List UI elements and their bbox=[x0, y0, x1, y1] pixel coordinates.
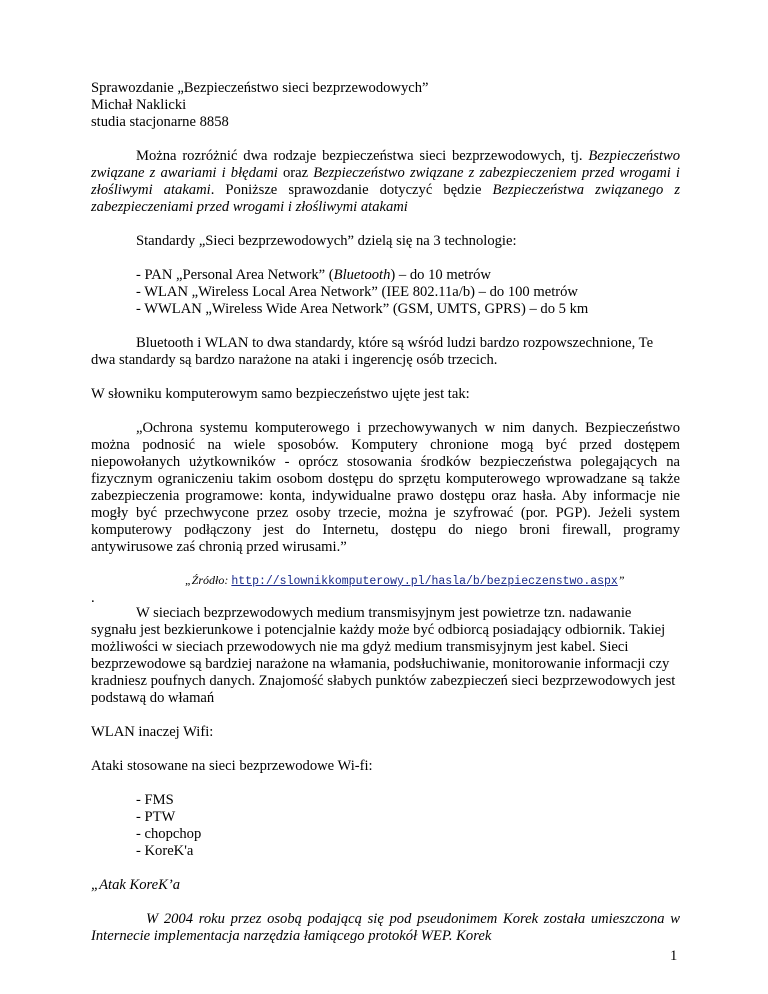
korek-heading: „Atak KoreK’a bbox=[91, 877, 181, 893]
attack-item: - PTW bbox=[136, 809, 176, 825]
wlan-line: WLAN inaczej Wifi: bbox=[91, 724, 214, 740]
author-name: Michał Naklicki bbox=[91, 97, 187, 113]
intro-italic-3: Bezpieczeństwa związanego z zabezpieczeniami przed wrogami i złośliwymi atakami bbox=[91, 182, 680, 215]
source-link[interactable]: http://slownikkomputerowy.pl/hasla/b/bezpieczenstwo.aspx bbox=[231, 575, 618, 588]
intro-paragraph bbox=[91, 148, 680, 216]
intro-italic-2: Bezpieczeństwo związane z zabezpieczeniem przed wrogami i złośliwymi atakami bbox=[91, 165, 680, 198]
attacks-heading: Ataki stosowane na sieci bezprzewodowe Wi-fi: bbox=[91, 758, 373, 774]
intro-text-1: Można rozróżnić dwa rodzaje bezpieczeństwa sieci bezprzewodowych, tj. bbox=[136, 148, 589, 164]
standards-heading: Standardy „Sieci bezprzewodowych” dzielą się na 3 technologie: bbox=[136, 233, 517, 249]
bluetooth-paragraph: Bluetooth i WLAN to dwa standardy, które są wśród ludzi bardzo rozpowszechnione, Te dwa standardy są bardzo narażone na ataki i ingerencję osób trzecich. bbox=[91, 335, 654, 368]
standards-list bbox=[91, 267, 680, 318]
attack-item: - chopchop bbox=[136, 826, 202, 842]
standard-wwlan: - WWLAN „Wireless Wide Area Network” (GSM, UMTS, GPRS) – do 5 km bbox=[136, 301, 589, 317]
source-label: „Źródło: bbox=[185, 573, 232, 587]
standard-pan bbox=[136, 267, 680, 284]
dictionary-intro: W słowniku komputerowym samo bezpieczeństwo ujęte jest tak: bbox=[91, 386, 470, 402]
attack-item: - KoreK'a bbox=[136, 843, 194, 859]
intro-text-3: . Poniższe sprawozdanie dotyczyć będzie bbox=[210, 182, 493, 198]
pan-italic: Bluetooth bbox=[333, 267, 391, 283]
document-page bbox=[91, 80, 680, 945]
attacks-list bbox=[91, 792, 680, 860]
source-end: ” bbox=[617, 573, 625, 587]
korek-paragraph: W 2004 roku przez osobą podającą się pod pseudonimem Korek została umieszczona w Internecie implementacja narzędzia łamiącego protokół WEP. Korek bbox=[91, 911, 680, 944]
page-number: 1 bbox=[670, 948, 678, 964]
attack-item: - FMS bbox=[136, 792, 174, 808]
dictionary-quote: „Ochrona systemu komputerowego i przechowywanych w nim danych. Bezpieczeństwo można podnosić na wiele sposobów. Komputery chronione mogą być przed dostępem niepowołanych użytkowników - oprócz stosowania środków bezpieczeństwa polegających na fizycznym ograniczeniu takim osobom dostępu do sprzętu komputerowego wprowadzane są także zabezpieczenia programowe: konta, indywidualne prawo dostępu oraz hasła. Aby informacje nie mogły być przechwycone przez osoby trzecie, można je szyfrować (por. PGP). Jeżeli system komputerowy podłączony jest do Internetu, dostępu do niego broni firewall, programy antywirusowe zaś chronią przed wirusami.” bbox=[91, 420, 680, 555]
stray-dot: . bbox=[91, 590, 95, 606]
wireless-paragraph: W sieciach bezprzewodowych medium transmisyjnym jest powietrze tzn. nadawanie sygnału jest bezkierunkowe i potencjalnie każdy może być odbiorcą posiadający odbiornik. Takiej możliwości w sieciach przewodowych nie ma gdyż medium transmisyjnym jest kabel. Sieci bezprzewodowe są bardziej narażone na włamania, podsłuchiwanie, monitorowanie informacji czy kradniesz poufnych danych. Znajomość słabych punktów zabezpieczeń sieci bezprzewodowych jest podstawą do włamań bbox=[91, 605, 676, 706]
pan-text: - PAN „Personal Area Network” ( bbox=[136, 267, 334, 283]
study-info: studia stacjonarne 8858 bbox=[91, 114, 229, 130]
source-citation bbox=[91, 572, 680, 590]
intro-text-2: oraz bbox=[277, 165, 314, 181]
intro-italic-1: Bezpieczeństwo związane z awariami i błędami bbox=[91, 148, 680, 181]
report-title: Sprawozdanie „Bezpieczeństwo sieci bezprzewodowych” bbox=[91, 80, 429, 96]
standard-wlan: - WLAN „Wireless Local Area Network” (IEE 802.11a/b) – do 100 metrów bbox=[136, 284, 578, 300]
pan-range: ) – do 10 metrów bbox=[390, 267, 491, 283]
